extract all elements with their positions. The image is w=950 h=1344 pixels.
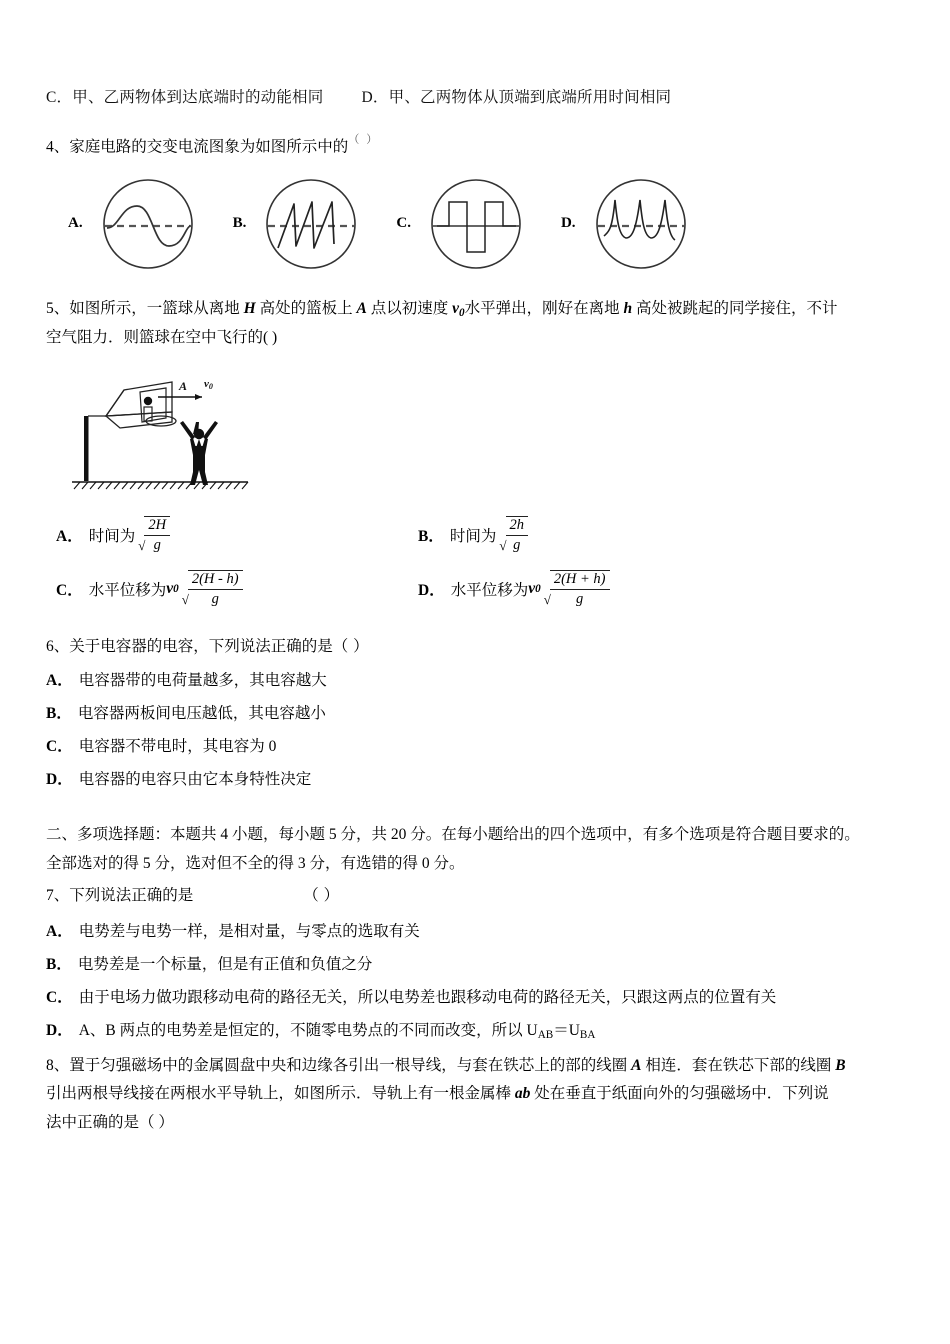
q5-option-d-numerator: 2(H + h) <box>550 571 610 590</box>
question-5-stem-line1 <box>46 296 918 322</box>
question-8-line2 <box>46 1081 918 1106</box>
q6-option-a-text: 电容器带的电荷量越多，其电容越大 <box>78 672 327 690</box>
q5-text-e: 高处被跳起的同学接住，不计 <box>632 299 838 317</box>
q5-text-d: 水平弹出，刚好在离地 <box>464 299 624 317</box>
q8-coil-A: A <box>631 1057 642 1075</box>
q6-option-c-text: 电容器不带电时，其电容为 0 <box>78 738 277 756</box>
q6-option-d-text: 电容器的电容只由它本身特性决定 <box>78 771 312 789</box>
q5-option-c-coef-sub: 0 <box>173 583 179 595</box>
q5-option-c[interactable] <box>56 570 418 608</box>
sawtooth-wave-circle <box>252 174 370 274</box>
q4-option-d-label: D. <box>560 215 576 232</box>
q7-option-b-text: 电势差是一个标量，但是有正值和负值之分 <box>77 955 373 973</box>
q4-number: 4、 <box>46 138 70 156</box>
q5-option-c-label: C． <box>56 582 83 599</box>
q5-text-b: 高处的篮板上 <box>255 299 357 317</box>
q7-option-a-text: 电势差与电势一样，是相对量，与零点的选取有关 <box>78 922 420 940</box>
radical-sign-b: √ <box>499 538 507 553</box>
q5-option-b[interactable] <box>418 516 528 554</box>
q5-option-d-coef: v <box>528 580 536 597</box>
q7-option-d[interactable] <box>46 1019 918 1044</box>
q6-option-d-label: D． <box>46 771 73 789</box>
q8-number: 8、 <box>46 1057 70 1075</box>
q6-option-b[interactable] <box>46 702 918 726</box>
q5-option-a-formula <box>138 516 170 554</box>
question-4-stem <box>46 131 918 159</box>
basketball-backboard-figure <box>62 360 312 495</box>
q4-option-a[interactable] <box>68 174 207 274</box>
q5-text-c: 点以初速度 <box>366 299 453 317</box>
q7-option-d-text: A、B 两点的电势差是恒定的，不随零电势点的不同而改变，所以 U <box>78 1021 538 1039</box>
q6-option-a[interactable] <box>46 669 918 693</box>
q7-option-b[interactable] <box>46 953 918 977</box>
q7-option-a-label: A． <box>46 922 73 940</box>
q7-option-c[interactable] <box>46 986 918 1010</box>
q4-option-figures <box>68 174 918 274</box>
q6-stem-text: 关于电容器的电容，下列说法正确的是 <box>69 638 333 655</box>
q5-option-d[interactable] <box>418 570 610 608</box>
q5-option-a-label: A． <box>56 528 83 545</box>
q7-option-d-sub-ab: AB <box>537 1029 554 1042</box>
person-figure <box>180 421 218 485</box>
question-6-stem <box>46 634 918 659</box>
q5-figure-wrapper <box>62 360 918 500</box>
q7-option-a[interactable] <box>46 920 918 944</box>
q5-option-a-numerator: 2H <box>144 517 170 536</box>
q7-option-c-text: 由于电场力做功跟移动电荷的路径无关，所以电势差也跟移动电荷的路径无关，只跟这两点的位置有关 <box>78 988 777 1006</box>
q5-option-b-denominator: g <box>513 537 521 553</box>
q7-stem-text: 下列说法正确的是 <box>69 886 194 904</box>
radical-sign-d: √ <box>543 592 551 607</box>
q7-number: 7、 <box>46 886 70 904</box>
q7-answer-paren: （ ） <box>303 886 340 904</box>
q5-number: 5、 <box>46 299 70 317</box>
q5-options-row-cd <box>56 570 918 608</box>
q4-answer-paren: （ ） <box>348 134 380 147</box>
q4-option-b-label: B. <box>232 215 247 232</box>
q6-number: 6、 <box>46 638 70 655</box>
q5-option-d-coef-sub: 0 <box>535 583 541 595</box>
q5-option-c-formula <box>182 570 243 608</box>
q5-option-c-text: 水平位移为 <box>88 582 167 599</box>
q5-option-b-label: B． <box>418 528 444 545</box>
q5-option-d-denominator: g <box>576 591 584 607</box>
square-wave-circle <box>417 174 535 274</box>
q4-option-c[interactable] <box>396 174 535 274</box>
q7-option-c-label: C． <box>46 988 73 1006</box>
q5-option-c-numerator: 2(H - h) <box>188 571 243 590</box>
q6-answer-paren: （ ） <box>332 638 370 655</box>
q6-option-b-label: B． <box>46 705 72 723</box>
q6-option-d[interactable] <box>46 768 918 792</box>
q4-option-a-label: A. <box>68 215 83 232</box>
page-content <box>46 86 918 1138</box>
q6-option-b-text: 电容器两板间电压越低，其电容越小 <box>77 705 326 723</box>
radical-sign-a: √ <box>138 538 146 553</box>
q7-option-d-label: D． <box>46 1021 73 1039</box>
q5-option-d-formula <box>544 570 610 608</box>
q5-option-d-text: 水平位移为 <box>450 582 529 599</box>
q8-text-a: 置于匀强磁场中的金属圆盘中央和边缘各引出一根导线，与套在铁芯上的部的线圈 <box>69 1057 632 1075</box>
q5-figure-label-A: A <box>179 379 188 393</box>
q8-text-d: 处在垂直于纸面向外的匀强磁场中．下列说 <box>530 1085 829 1103</box>
q5-option-b-formula <box>499 516 528 554</box>
q3-option-d: D．甲、乙两物体从顶端到底端所用时间相同 <box>361 89 672 106</box>
q5-var-h: h <box>623 299 633 317</box>
question-5-stem-line2: 空气阻力．则篮球在空中飞行的( ) <box>46 328 278 346</box>
q5-option-c-denominator: g <box>211 591 219 607</box>
q5-option-c-coef: v <box>166 580 174 597</box>
q5-var-H: H <box>243 299 256 317</box>
q4-stem-text: 家庭电路的交变电流图象为如图所示中的 <box>69 138 349 156</box>
q5-option-a-text: 时间为 <box>88 528 136 545</box>
radical-sign-c: √ <box>181 592 189 607</box>
q3-trailing-options <box>46 86 918 109</box>
question-8-line3: 法中正确的是（ ） <box>46 1113 174 1131</box>
q5-option-d-label: D． <box>418 582 445 599</box>
q8-text-b: 相连．套在铁芯下部的线圈 <box>641 1057 836 1075</box>
q6-option-c[interactable] <box>46 735 918 759</box>
q3-option-c: C．甲、乙两物体到达底端时的动能相同 <box>46 89 324 106</box>
q5-option-a-denominator: g <box>153 537 161 553</box>
ground-hatching <box>74 482 248 489</box>
q4-option-d[interactable] <box>561 174 700 274</box>
q5-options-row-ab <box>56 516 918 554</box>
q8-text-c: 引出两根导线接在两根水平导轨上，如图所示．导轨上有一根金属棒 <box>46 1085 515 1103</box>
question-8-line1 <box>46 1053 918 1078</box>
q4-option-b[interactable] <box>233 174 371 274</box>
q4-option-c-label: C. <box>396 215 411 232</box>
q5-var-v0-sub: 0 <box>458 306 465 319</box>
q6-option-c-label: C． <box>46 738 73 756</box>
q5-option-a[interactable] <box>56 516 418 554</box>
sharkfin-wave-circle <box>582 174 700 274</box>
q7-option-d-equals: ＝U <box>553 1021 580 1039</box>
q5-option-b-numerator: 2h <box>506 517 529 536</box>
q8-rod-ab: ab <box>514 1085 531 1103</box>
section-2-header-line1: 二、多项选择题：本题共 4 小题，每小题 5 分，共 20 分。在每小题给出的四个选项中，有多个选项是符合题目要求的。 <box>46 826 860 844</box>
q7-option-d-sub-ba: BA <box>579 1029 596 1042</box>
q5-option-b-text: 时间为 <box>449 528 497 545</box>
q8-coil-B: B <box>835 1057 846 1075</box>
q5-figure-label-v0: v0 <box>204 378 213 391</box>
q6-option-a-label: A． <box>46 672 73 690</box>
section-2-header-line2: 全部选对的得 5 分，选对但不全的得 3 分，有选错的得 0 分。 <box>46 854 465 872</box>
q5-var-v0: v <box>452 299 459 317</box>
q5-text-a: 如图所示，一篮球从离地 <box>69 299 244 317</box>
q5-var-A: A <box>356 299 367 317</box>
sine-wave-circle <box>89 174 207 274</box>
question-7-stem <box>46 883 918 908</box>
q7-option-b-label: B． <box>46 955 72 973</box>
